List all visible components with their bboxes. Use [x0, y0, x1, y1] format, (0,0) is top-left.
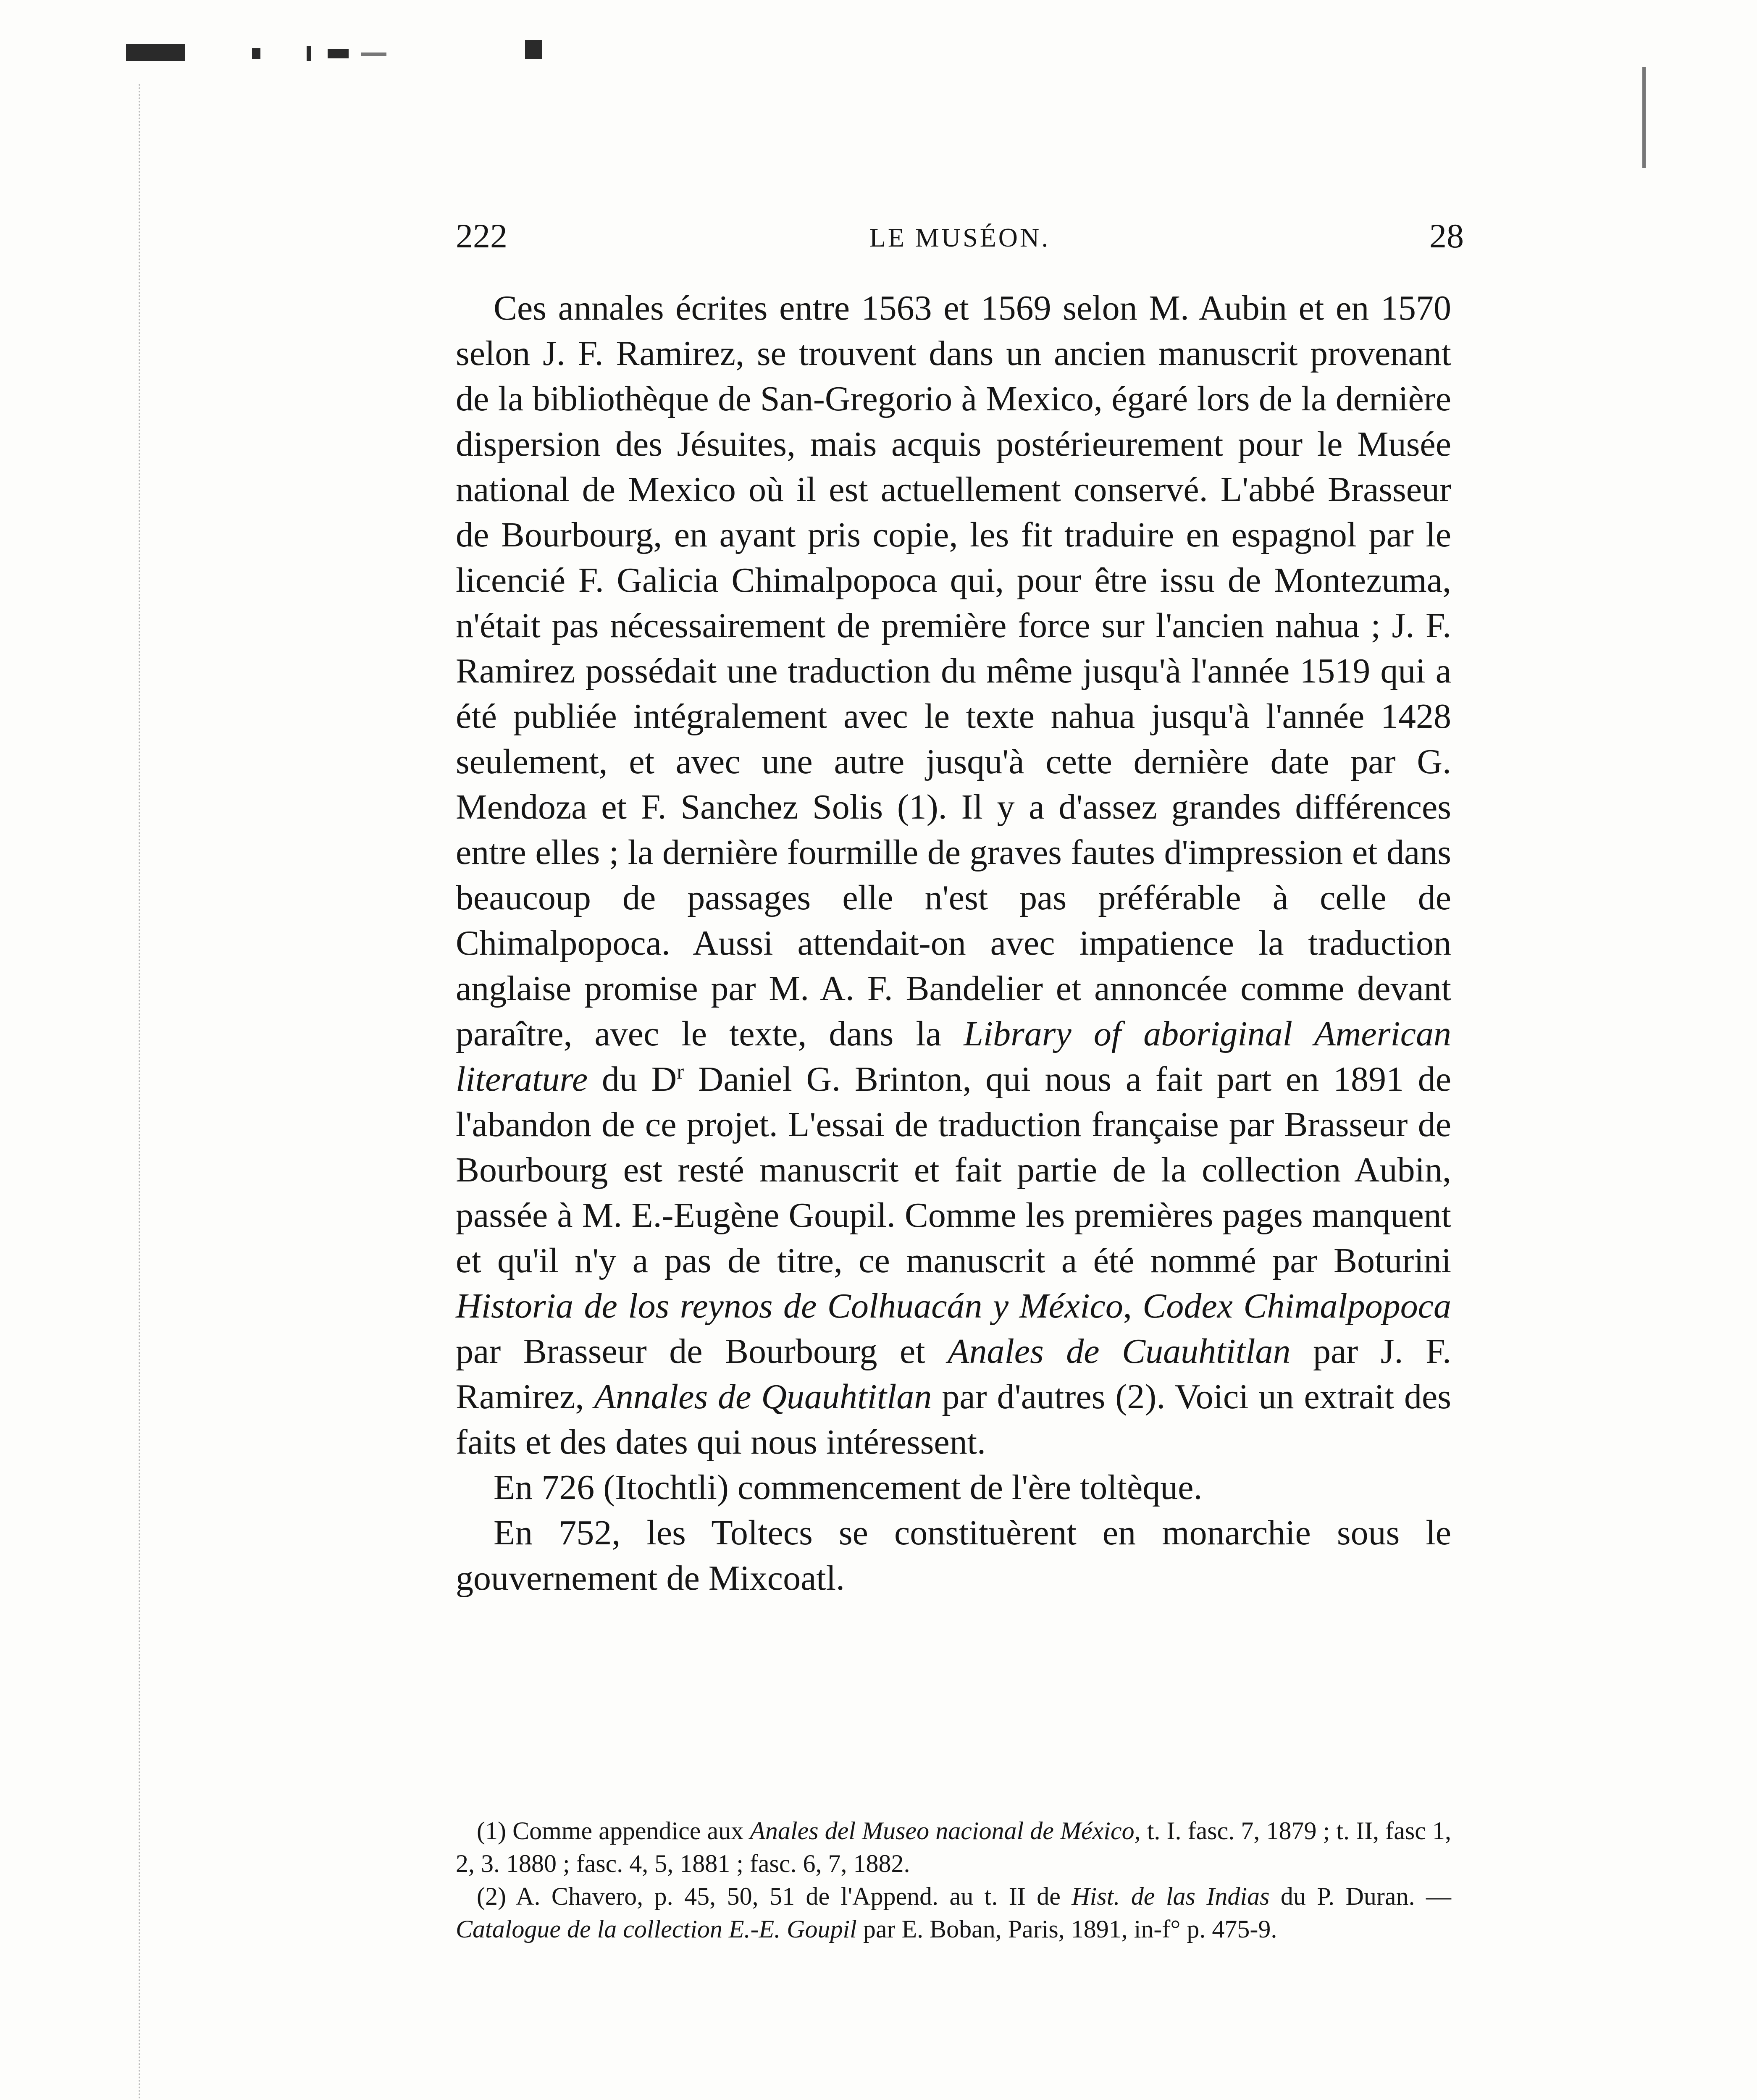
scan-artifact-right: [1642, 67, 1646, 168]
superscript: r: [677, 1060, 684, 1083]
footnotes: [456, 1814, 1451, 1945]
scan-artifact-top: [126, 40, 609, 65]
title-italic: Library of aboriginal American literature: [456, 1014, 1452, 1099]
text-run: du P. Duran. —: [1269, 1882, 1451, 1910]
title-italic: Catalogue de la collection E.-E. Goupil: [456, 1915, 857, 1943]
text-run: par d'autres (2). Voici un extrait des faits et des dates qui nous intéressent.: [456, 1377, 1451, 1462]
text-run: par J. F. Ramirez,: [456, 1332, 1451, 1416]
text-run: du D: [588, 1060, 677, 1099]
footnote-1: [456, 1814, 1451, 1880]
page-number-right: 28: [1429, 217, 1464, 255]
title-italic: Annales de Quauhtitlan: [594, 1377, 932, 1416]
title-italic: Codex Chimalpopoca: [1142, 1286, 1452, 1326]
paragraph-2: En 726 (Itochtli) commencement de l'ère toltèque.: [494, 1468, 1203, 1507]
paragraph-1: [456, 286, 1451, 1465]
body-text: [456, 286, 1451, 1601]
title-italic: Anales del Museo nacional de México: [750, 1817, 1135, 1845]
title-italic: Hist. de las Indias: [1072, 1882, 1270, 1910]
text-run: (2) A. Chavero, p. 45, 50, 51 de l'Append. au t. II de: [477, 1882, 1072, 1910]
footnote-2: [456, 1880, 1451, 1945]
text-run: ,: [1123, 1286, 1143, 1326]
title-italic: Historia de los reynos de Colhuacán y México: [456, 1286, 1123, 1326]
page-header: [456, 216, 1464, 262]
title-italic: Anales de Cuauhtitlan: [948, 1332, 1291, 1371]
scan-artifact-left: [139, 84, 153, 2100]
text-run: , t. I. fasc. 7, 1879 ; t. II, fasc 1, 2, 3. 1880 ; fasc. 4, 5, 1881 ; fasc. 6, 7, 1882.: [456, 1817, 1451, 1877]
text-run: par Brasseur de Bourbourg et: [456, 1332, 948, 1371]
text-run: par E. Boban, Paris, 1891, in-f° p. 475-9.: [856, 1915, 1277, 1943]
text-run: (1) Comme appendice aux: [477, 1817, 750, 1845]
running-head: LE MUSÉON.: [869, 223, 1051, 252]
text-run: Daniel G. Brinton, qui nous a fait part en 1891 de l'abandon de ce projet. L'essai de traduction française par Brasseur de Bourbourg est resté manuscrit et fait partie de la collection Aubin, passée à M. E.-Eugène Goupil. Comme les premières pages manquent et qu'il n'y a pas de titre, ce manuscrit a été nommé par Boturini: [456, 1060, 1451, 1280]
page-number-left: 222: [456, 217, 507, 255]
paragraph-3: En 752, les Toltecs se constituèrent en monarchie sous le gouvernement de Mixcoatl.: [456, 1513, 1451, 1598]
text-run: Ces annales écrites entre 1563 et 1569 selon M. Aubin et en 1570 selon J. F. Ramirez, se trouvent dans un ancien manuscrit provenant de la bibliothèque de San-Gregorio à Mexico, égaré lors de la dernière dispersion des Jésuites, mais acquis postérieurement pour le Musée national de Mexico où il est actuellement conservé. L'abbé Brasseur de Bourbourg, en ayant pris copie, les fit traduire en espagnol par le licencié F. Galicia Chimalpopoca qui, pour être issu de Montezuma, n'était pas nécessairement de première force sur l'ancien nahua ; J. F. Ramirez possédait une traduction du même jusqu'à l'année 1519 qui a été publiée intégralement avec le texte nahua jusqu'à l'année 1428 seulement, et avec une autre jusqu'à cette dernière date par G. Mendoza et F. Sanchez Solis (1). Il y a d'assez grandes différences entre elles ; la dernière fourmille de graves fautes d'impression et dans beaucoup de passages elle n'est pas préférable à celle de Chimalpopoca. Aussi attendait-on avec impatience la traduction anglaise promise par M. A. F. Bandelier et annoncée comme devant paraître, avec le texte, dans la: [456, 289, 1451, 1053]
